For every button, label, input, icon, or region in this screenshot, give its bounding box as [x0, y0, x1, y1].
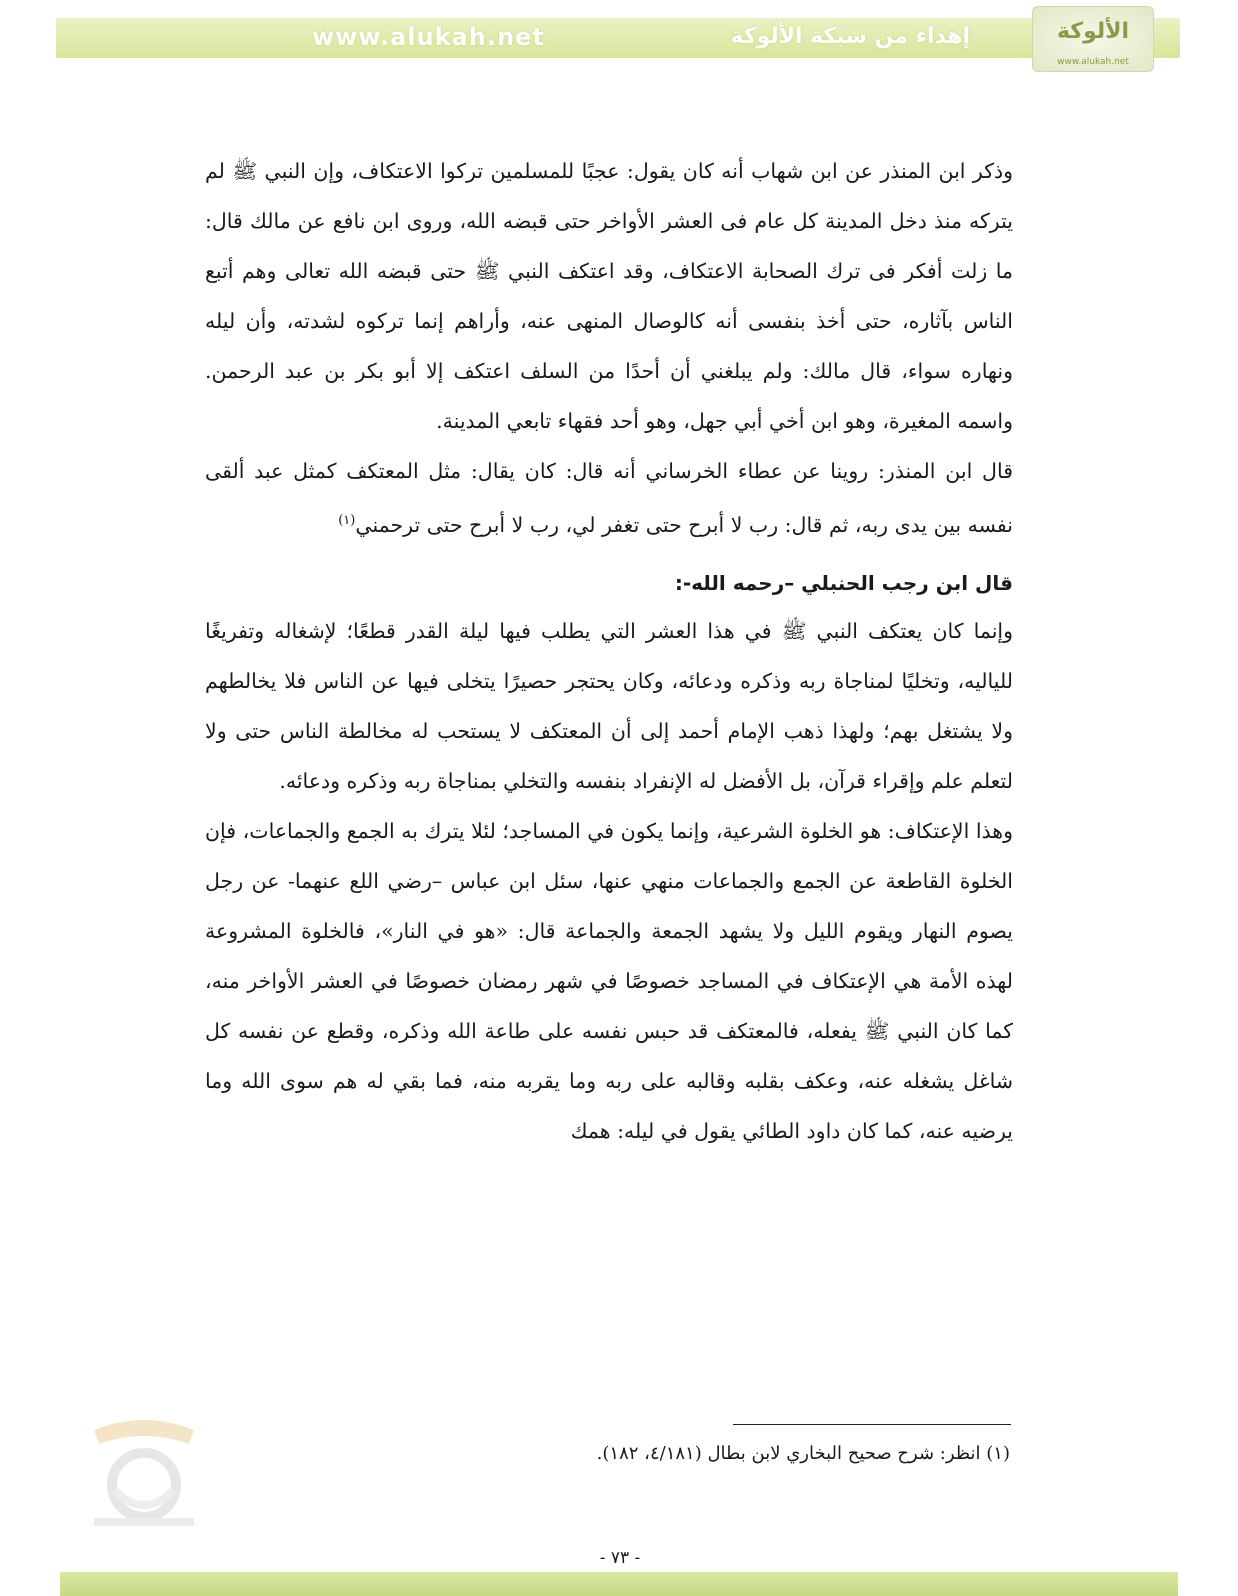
- logo-word: الألوكة: [1056, 19, 1130, 44]
- footnote-ref: (١): [338, 513, 356, 528]
- paragraph-2: [205, 446, 1013, 550]
- paragraph-3: وإنما كان يعتكف النبي ﷺ في هذا العشر التي يطلب فيها ليلة القدر قطعًا؛ لإشغاله وتفريغًا للياليه، وتخليًا لمناجاة ربه وذكره ودعائه، وكان يحتجر حصيرًا يتخلى فيها عن الناس فلا يخالطهم ولا يشتغل بهم؛ ولهذا ذهب الإمام أحمد إلى أن المعتكف لا يستحب له مخالطة الناس حتى ولا لتعلم علم وإقراء قرآن، بل الأفضل له الإنفراد بنفسه والتخلي بمناجاة ربه وذكره ودعائه.: [205, 618, 1013, 793]
- page-number: - ٧٣ -: [599, 1548, 641, 1568]
- page-body: [205, 146, 1013, 1156]
- alukah-logo: [1032, 6, 1154, 72]
- footnote: (١) انظر: شرح صحيح البخاري لابن بطال (٤/١٨١، ١٨٢).: [596, 1443, 1010, 1464]
- paragraph-2-text: قال ابن المنذر: روينا عن عطاء الخرساني أنه قال: كان يقال: مثل المعتكف كمثل عبد ألقى نفسه بين يدى ربه، ثم قال: رب لا أبرح حتى تغفر لي، رب لا أبرح حتى ترحمني: [205, 459, 1013, 537]
- section-heading: قال ابن رجب الحنبلي –رحمه الله-:: [674, 570, 1013, 595]
- logo-url: www.alukah.net: [1057, 57, 1129, 67]
- paragraph-4: وهذا الإعتكاف: هو الخلوة الشرعية، وإنما يكون في المساجد؛ لئلا يترك به الجمع والجماعات، فإن الخلوة القاطعة عن الجمع والجماعات منهي عنها، سئل ابن عباس –رضي اللع عنهما- عن رجل يصوم النهار ويقوم الليل ولا يشهد الجمعة والجماعة قال: «هو في النار»، فالخلوة المشروعة لهذه الأمة هي الإعتكاف في المساجد خصوصًا في شهر رمضان خصوصًا في العشر الأواخر منه، كما كان النبي ﷺ يفعله، فالمعتكف قد حبس نفسه على طاعة الله وذكره، وقطع عن نفسه كل شاغل يشغله عنه، وعكف بقلبه وقالبه على ربه وما يقربه منه، فما بقي له هم سوى الله وما يرضيه عنه، كما كان داود الطائي يقول في ليله: همك: [205, 818, 1013, 1143]
- footnote-divider: [733, 1424, 1011, 1425]
- watermark-logo-icon: [74, 1410, 214, 1530]
- header-gift-text: إهداء من شبكة الألوكة: [730, 24, 970, 49]
- footer-band: [60, 1572, 1178, 1596]
- header-band: [56, 18, 1180, 58]
- paragraph-1: وذكر ابن المنذر عن ابن شهاب أنه كان يقول: عجبًا للمسلمين تركوا الاعتكاف، وإن النبي ﷺ لم يتركه منذ دخل المدينة كل عام فى العشر الأواخر حتى قبضه الله، وروى ابن نافع عن مالك قال: ما زلت أفكر فى ترك الصحابة الاعتكاف، وقد اعتكف النبي ﷺ حتى قبضه الله تعالى وهم أتبع الناس بآثاره، حتى أخذ بنفسى أنه كالوصال المنهى عنه، وأراهم إنما تركوه لشدته، وأن ليله ونهاره سواء، قال مالك: ولم يبلغني أن أحدًا من السلف اعتكف إلا أبو بكر بن عبد الرحمن. واسمه المغيرة، وهو ابن أخي أبي جهل، وهو أحد فقهاء تابعي المدينة.: [205, 159, 1013, 433]
- header-site-url: www.alukah.net: [312, 23, 545, 51]
